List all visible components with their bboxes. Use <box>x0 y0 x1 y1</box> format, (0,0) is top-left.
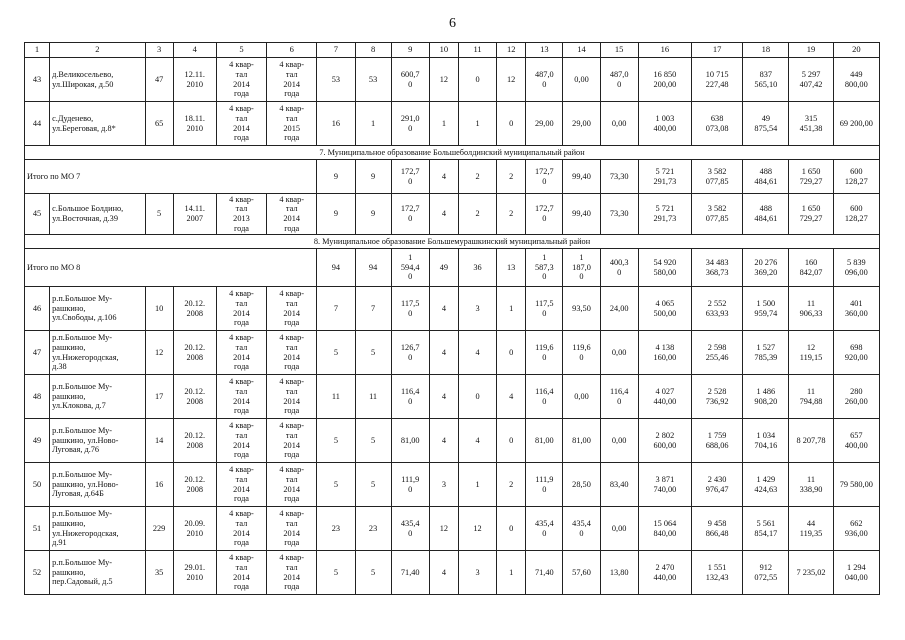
column-header: 8 <box>355 43 391 58</box>
column-header: 15 <box>600 43 638 58</box>
table-cell: 3 871 740,00 <box>638 463 691 507</box>
table-cell: 57,60 <box>563 551 600 595</box>
table-cell: 4 квар- тал 2014 года <box>216 375 266 419</box>
table-cell: 1 034 704,16 <box>743 419 789 463</box>
table-cell: 53 <box>317 58 355 102</box>
column-header: 10 <box>429 43 458 58</box>
table-cell: 10 715 227,48 <box>692 58 743 102</box>
data-table <box>24 42 880 595</box>
table-cell: 53 <box>355 58 391 102</box>
table-cell: 48 <box>25 375 50 419</box>
table-cell: 49 <box>25 419 50 463</box>
table-cell: с.Дуденево, ул.Береговая, д.8* <box>50 102 145 146</box>
table-cell: 4 квар- тал 2014 года <box>267 287 317 331</box>
table-cell: 837 565,10 <box>743 58 789 102</box>
table-cell: 9 458 866,48 <box>692 507 743 551</box>
table-cell: 16 850 200,00 <box>638 58 691 102</box>
table-cell: 0,00 <box>600 507 638 551</box>
table-cell: 4 138 160,00 <box>638 331 691 375</box>
table-cell: 14.11. 2007 <box>173 194 216 235</box>
table-cell: 4 квар- тал 2014 года <box>216 287 266 331</box>
table-cell: 1 500 959,74 <box>743 287 789 331</box>
table-row <box>25 102 880 146</box>
table-cell: 20.12. 2008 <box>173 419 216 463</box>
table-cell: 4 <box>429 419 458 463</box>
table-cell: 4 027 440,00 <box>638 375 691 419</box>
table-cell: 52 <box>25 551 50 595</box>
table-cell: 5 297 407,42 <box>789 58 833 102</box>
table-cell: 4 квар- тал 2014 года <box>267 551 317 595</box>
table-cell: 1 650 729,27 <box>789 160 833 194</box>
table-cell: 912 072,55 <box>743 551 789 595</box>
table-cell: 172,7 0 <box>391 160 429 194</box>
table-cell: 94 <box>355 249 391 287</box>
table-cell: 45 <box>25 194 50 235</box>
table-cell: 1 759 688,06 <box>692 419 743 463</box>
table-cell: 11 794,88 <box>789 375 833 419</box>
table-cell: 172,7 0 <box>526 194 563 235</box>
column-header: 17 <box>692 43 743 58</box>
table-row <box>25 235 880 249</box>
table-cell: 1 003 400,00 <box>638 102 691 146</box>
table-cell: д.Великосельево, ул.Широкая, д.50 <box>50 58 145 102</box>
table-cell: 20 276 369,20 <box>743 249 789 287</box>
table-cell: 0 <box>458 375 496 419</box>
table-cell: 81,00 <box>526 419 563 463</box>
table-cell: 0,00 <box>600 331 638 375</box>
table-cell: 4 <box>429 160 458 194</box>
table-cell: 0 <box>497 102 526 146</box>
table-cell: 4 квар- тал 2014 года <box>267 194 317 235</box>
table-cell: 23 <box>317 507 355 551</box>
table-cell: 5 <box>317 551 355 595</box>
table-cell: 172,7 0 <box>526 160 563 194</box>
table-cell: 54 920 580,00 <box>638 249 691 287</box>
table-cell: 600 128,27 <box>833 194 879 235</box>
table-cell: 449 800,00 <box>833 58 879 102</box>
table-cell: 5 839 096,00 <box>833 249 879 287</box>
table-cell: 315 451,38 <box>789 102 833 146</box>
table-cell: 7 235,02 <box>789 551 833 595</box>
table-cell: 9 <box>317 194 355 235</box>
table-row <box>25 463 880 507</box>
section-heading: 7. Муниципальное образование Большеболдинский муниципальный район <box>25 146 880 160</box>
table-cell: 13,80 <box>600 551 638 595</box>
table-cell: 29,00 <box>526 102 563 146</box>
table-cell: 117,5 0 <box>526 287 563 331</box>
table-cell: 93,50 <box>563 287 600 331</box>
table-cell: 14 <box>145 419 173 463</box>
table-row <box>25 194 880 235</box>
table-cell: 12 <box>429 58 458 102</box>
table-row <box>25 551 880 595</box>
table-row <box>25 249 880 287</box>
table-cell: 291,0 0 <box>391 102 429 146</box>
table-cell: 698 920,00 <box>833 331 879 375</box>
section-heading: 8. Муниципальное образование Большемурашкинский муниципальный район <box>25 235 880 249</box>
column-header: 11 <box>458 43 496 58</box>
table-cell: 401 360,00 <box>833 287 879 331</box>
table-cell: 73,30 <box>600 194 638 235</box>
table-cell: 5 561 854,17 <box>743 507 789 551</box>
table-cell: 1 486 908,20 <box>743 375 789 419</box>
table-cell: 4 квар- тал 2014 года <box>216 102 266 146</box>
table-cell: 12 <box>497 58 526 102</box>
table-cell: 2 <box>458 194 496 235</box>
table-cell: 83,40 <box>600 463 638 507</box>
table-cell: 50 <box>25 463 50 507</box>
table-cell: 3 <box>429 463 458 507</box>
table-cell: 5 <box>355 463 391 507</box>
table-cell: 99,40 <box>563 194 600 235</box>
table-cell: 28,50 <box>563 463 600 507</box>
column-header: 16 <box>638 43 691 58</box>
table-cell: 5 <box>317 463 355 507</box>
table-cell: 488 484,61 <box>743 160 789 194</box>
table-cell: 5 <box>145 194 173 235</box>
table-row <box>25 58 880 102</box>
table-cell: 488 484,61 <box>743 194 789 235</box>
table-cell: 116,4 0 <box>526 375 563 419</box>
table-cell: 44 119,35 <box>789 507 833 551</box>
column-header: 1 <box>25 43 50 58</box>
table-cell: 4 <box>458 331 496 375</box>
table-cell: 18.11. 2010 <box>173 102 216 146</box>
table-cell: 24,00 <box>600 287 638 331</box>
table-cell: 1 <box>429 102 458 146</box>
table-cell: 43 <box>25 58 50 102</box>
table-cell: 11 <box>317 375 355 419</box>
table-cell: 4 квар- тал 2014 года <box>216 58 266 102</box>
table-cell: 1 <box>458 463 496 507</box>
table-cell: 69 200,00 <box>833 102 879 146</box>
table-cell: 5 <box>355 551 391 595</box>
table-cell: 5 <box>355 331 391 375</box>
table-cell: 20.12. 2008 <box>173 375 216 419</box>
table-cell: 435,4 0 <box>526 507 563 551</box>
table-cell: 1 <box>355 102 391 146</box>
column-header: 3 <box>145 43 173 58</box>
table-cell: 280 260,00 <box>833 375 879 419</box>
table-cell: 126,7 0 <box>391 331 429 375</box>
column-header: 9 <box>391 43 429 58</box>
total-label: Итого по МО 7 <box>25 160 317 194</box>
table-cell: 1 <box>497 551 526 595</box>
table-cell: 1 587,3 0 <box>526 249 563 287</box>
table-cell: 4 <box>429 194 458 235</box>
table-cell: 99,40 <box>563 160 600 194</box>
table-cell: 2 <box>497 463 526 507</box>
table-cell: 0,00 <box>563 375 600 419</box>
table-cell: с.Большое Болдино, ул.Восточная, д.39 <box>50 194 145 235</box>
table-cell: 172,7 0 <box>391 194 429 235</box>
table-cell: р.п.Большое Му- рашкино, ул.Нижегородская, д.91 <box>50 507 145 551</box>
table-cell: 4 квар- тал 2015 года <box>267 102 317 146</box>
table-cell: 111,9 0 <box>391 463 429 507</box>
column-header: 20 <box>833 43 879 58</box>
table-cell: 47 <box>25 331 50 375</box>
table-cell: 81,00 <box>563 419 600 463</box>
table-cell: 638 073,08 <box>692 102 743 146</box>
table-cell: 20.12. 2008 <box>173 463 216 507</box>
table-cell: 0,00 <box>600 102 638 146</box>
table-cell: 1 429 424,63 <box>743 463 789 507</box>
table-cell: 600 128,27 <box>833 160 879 194</box>
table-cell: 20.12. 2008 <box>173 331 216 375</box>
table-cell: 400,3 0 <box>600 249 638 287</box>
table-cell: 2 528 736,92 <box>692 375 743 419</box>
table-cell: 2 <box>458 160 496 194</box>
table-cell: 662 936,00 <box>833 507 879 551</box>
table-cell: 2 <box>497 194 526 235</box>
table-cell: 1 527 785,39 <box>743 331 789 375</box>
total-label: Итого по МО 8 <box>25 249 317 287</box>
table-cell: 9 <box>355 194 391 235</box>
table-row <box>25 507 880 551</box>
table-cell: 11 338,90 <box>789 463 833 507</box>
table-cell: 13 <box>497 249 526 287</box>
table-cell: 1 551 132,43 <box>692 551 743 595</box>
column-header: 5 <box>216 43 266 58</box>
table-cell: 116,4 0 <box>391 375 429 419</box>
table-cell: 0,00 <box>600 419 638 463</box>
table-cell: 17 <box>145 375 173 419</box>
table-cell: 20.12. 2008 <box>173 287 216 331</box>
table-cell: 5 721 291,73 <box>638 194 691 235</box>
table-cell: р.п.Большое Му- рашкино, ул.Свободы, д.106 <box>50 287 145 331</box>
table-cell: 1 650 729,27 <box>789 194 833 235</box>
table-cell: 4 квар- тал 2014 года <box>216 507 266 551</box>
table-cell: 4 <box>429 331 458 375</box>
table-cell: 51 <box>25 507 50 551</box>
table-cell: 49 875,54 <box>743 102 789 146</box>
table-cell: 4 <box>429 551 458 595</box>
table-cell: 35 <box>145 551 173 595</box>
table-cell: 4 квар- тал 2013 года <box>216 194 266 235</box>
table-cell: 4 квар- тал 2014 года <box>216 463 266 507</box>
table-cell: 4 квар- тал 2014 года <box>267 58 317 102</box>
table-cell: 119,6 0 <box>526 331 563 375</box>
table-cell: 12 <box>458 507 496 551</box>
table-cell: р.п.Большое Му- рашкино, пер.Садовый, д.5 <box>50 551 145 595</box>
table-cell: 15 064 840,00 <box>638 507 691 551</box>
column-header: 18 <box>743 43 789 58</box>
table-cell: 2 552 633,93 <box>692 287 743 331</box>
table-cell: 0,00 <box>563 58 600 102</box>
table-cell: 1 187,0 0 <box>563 249 600 287</box>
table-cell: 71,40 <box>391 551 429 595</box>
column-header: 7 <box>317 43 355 58</box>
table-cell: 4 <box>497 375 526 419</box>
table-cell: 8 207,78 <box>789 419 833 463</box>
table-row <box>25 160 880 194</box>
table-cell: 4 <box>429 287 458 331</box>
table-cell: 71,40 <box>526 551 563 595</box>
table-cell: 20.09. 2010 <box>173 507 216 551</box>
column-header: 13 <box>526 43 563 58</box>
table-cell: 2 430 976,47 <box>692 463 743 507</box>
table-cell: 4 квар- тал 2014 года <box>267 331 317 375</box>
table-cell: 3 582 077,85 <box>692 160 743 194</box>
table-cell: 435,4 0 <box>391 507 429 551</box>
table-cell: 4 квар- тал 2014 года <box>216 331 266 375</box>
table-cell: 0 <box>497 419 526 463</box>
table-cell: 7 <box>355 287 391 331</box>
table-cell: 11 906,33 <box>789 287 833 331</box>
table-cell: 4 065 500,00 <box>638 287 691 331</box>
table-cell: 111,9 0 <box>526 463 563 507</box>
table-row <box>25 419 880 463</box>
table-cell: 5 <box>317 419 355 463</box>
table-cell: 16 <box>145 463 173 507</box>
table-cell: 1 <box>497 287 526 331</box>
table-cell: 65 <box>145 102 173 146</box>
table-cell: 4 квар- тал 2014 года <box>267 375 317 419</box>
table-cell: 657 400,00 <box>833 419 879 463</box>
table-cell: р.п.Большое Му- рашкино, ул.Нижегородская, д.38 <box>50 331 145 375</box>
table-cell: 79 580,00 <box>833 463 879 507</box>
table-cell: 116,4 0 <box>600 375 638 419</box>
table-cell: р.п.Большое Му- рашкино, ул.Клокова, д.7 <box>50 375 145 419</box>
table-cell: 12 <box>145 331 173 375</box>
table-cell: 7 <box>317 287 355 331</box>
table-cell: р.п.Большое Му- рашкино, ул.Ново- Луговая, д.64Б <box>50 463 145 507</box>
table-cell: 1 294 040,00 <box>833 551 879 595</box>
table-cell: 47 <box>145 58 173 102</box>
table-row <box>25 43 880 58</box>
column-header: 6 <box>267 43 317 58</box>
table-cell: 4 <box>429 375 458 419</box>
table-cell: 12 <box>429 507 458 551</box>
table-cell: 10 <box>145 287 173 331</box>
table-cell: 4 квар- тал 2014 года <box>216 551 266 595</box>
table-cell: 3 582 077,85 <box>692 194 743 235</box>
table-cell: 16 <box>317 102 355 146</box>
table-cell: 4 квар- тал 2014 года <box>267 507 317 551</box>
table-cell: 36 <box>458 249 496 287</box>
table-cell: 29.01. 2010 <box>173 551 216 595</box>
table-cell: 2 598 255,46 <box>692 331 743 375</box>
table-cell: 435,4 0 <box>563 507 600 551</box>
table-cell: 0 <box>458 58 496 102</box>
column-header: 4 <box>173 43 216 58</box>
table-cell: 0 <box>497 331 526 375</box>
table-cell: 5 <box>317 331 355 375</box>
table-cell: 119,6 0 <box>563 331 600 375</box>
table-cell: 487,0 0 <box>600 58 638 102</box>
table-cell: 0 <box>497 507 526 551</box>
table-cell: 2 802 600,00 <box>638 419 691 463</box>
table-cell: 12.11. 2010 <box>173 58 216 102</box>
table-cell: р.п.Большое Му- рашкино, ул.Ново- Луговая, д.76 <box>50 419 145 463</box>
table-cell: 29,00 <box>563 102 600 146</box>
table-cell: 487,0 0 <box>526 58 563 102</box>
table-cell: 12 119,15 <box>789 331 833 375</box>
table-cell: 46 <box>25 287 50 331</box>
table-cell: 2 <box>497 160 526 194</box>
table-row <box>25 331 880 375</box>
table-cell: 49 <box>429 249 458 287</box>
table-cell: 600,7 0 <box>391 58 429 102</box>
table-cell: 9 <box>317 160 355 194</box>
table-cell: 5 721 291,73 <box>638 160 691 194</box>
column-header: 2 <box>50 43 145 58</box>
table-cell: 4 квар- тал 2014 года <box>267 463 317 507</box>
table-row <box>25 287 880 331</box>
table-cell: 3 <box>458 287 496 331</box>
table-cell: 5 <box>355 419 391 463</box>
table-cell: 9 <box>355 160 391 194</box>
table-cell: 4 квар- тал 2014 года <box>216 419 266 463</box>
table-cell: 1 594,4 0 <box>391 249 429 287</box>
column-header: 12 <box>497 43 526 58</box>
table-cell: 11 <box>355 375 391 419</box>
column-header: 19 <box>789 43 833 58</box>
table-row <box>25 146 880 160</box>
table-cell: 1 <box>458 102 496 146</box>
table-cell: 4 квар- тал 2014 года <box>267 419 317 463</box>
table-cell: 117,5 0 <box>391 287 429 331</box>
table-cell: 2 470 440,00 <box>638 551 691 595</box>
table-row <box>25 375 880 419</box>
table-cell: 3 <box>458 551 496 595</box>
table-cell: 23 <box>355 507 391 551</box>
table-cell: 94 <box>317 249 355 287</box>
page-number: 6 <box>449 16 456 31</box>
table-cell: 34 483 368,73 <box>692 249 743 287</box>
column-header: 14 <box>563 43 600 58</box>
table-cell: 81,00 <box>391 419 429 463</box>
table-cell: 160 842,07 <box>789 249 833 287</box>
table-cell: 73,30 <box>600 160 638 194</box>
table-cell: 4 <box>458 419 496 463</box>
table-cell: 229 <box>145 507 173 551</box>
table-cell: 44 <box>25 102 50 146</box>
